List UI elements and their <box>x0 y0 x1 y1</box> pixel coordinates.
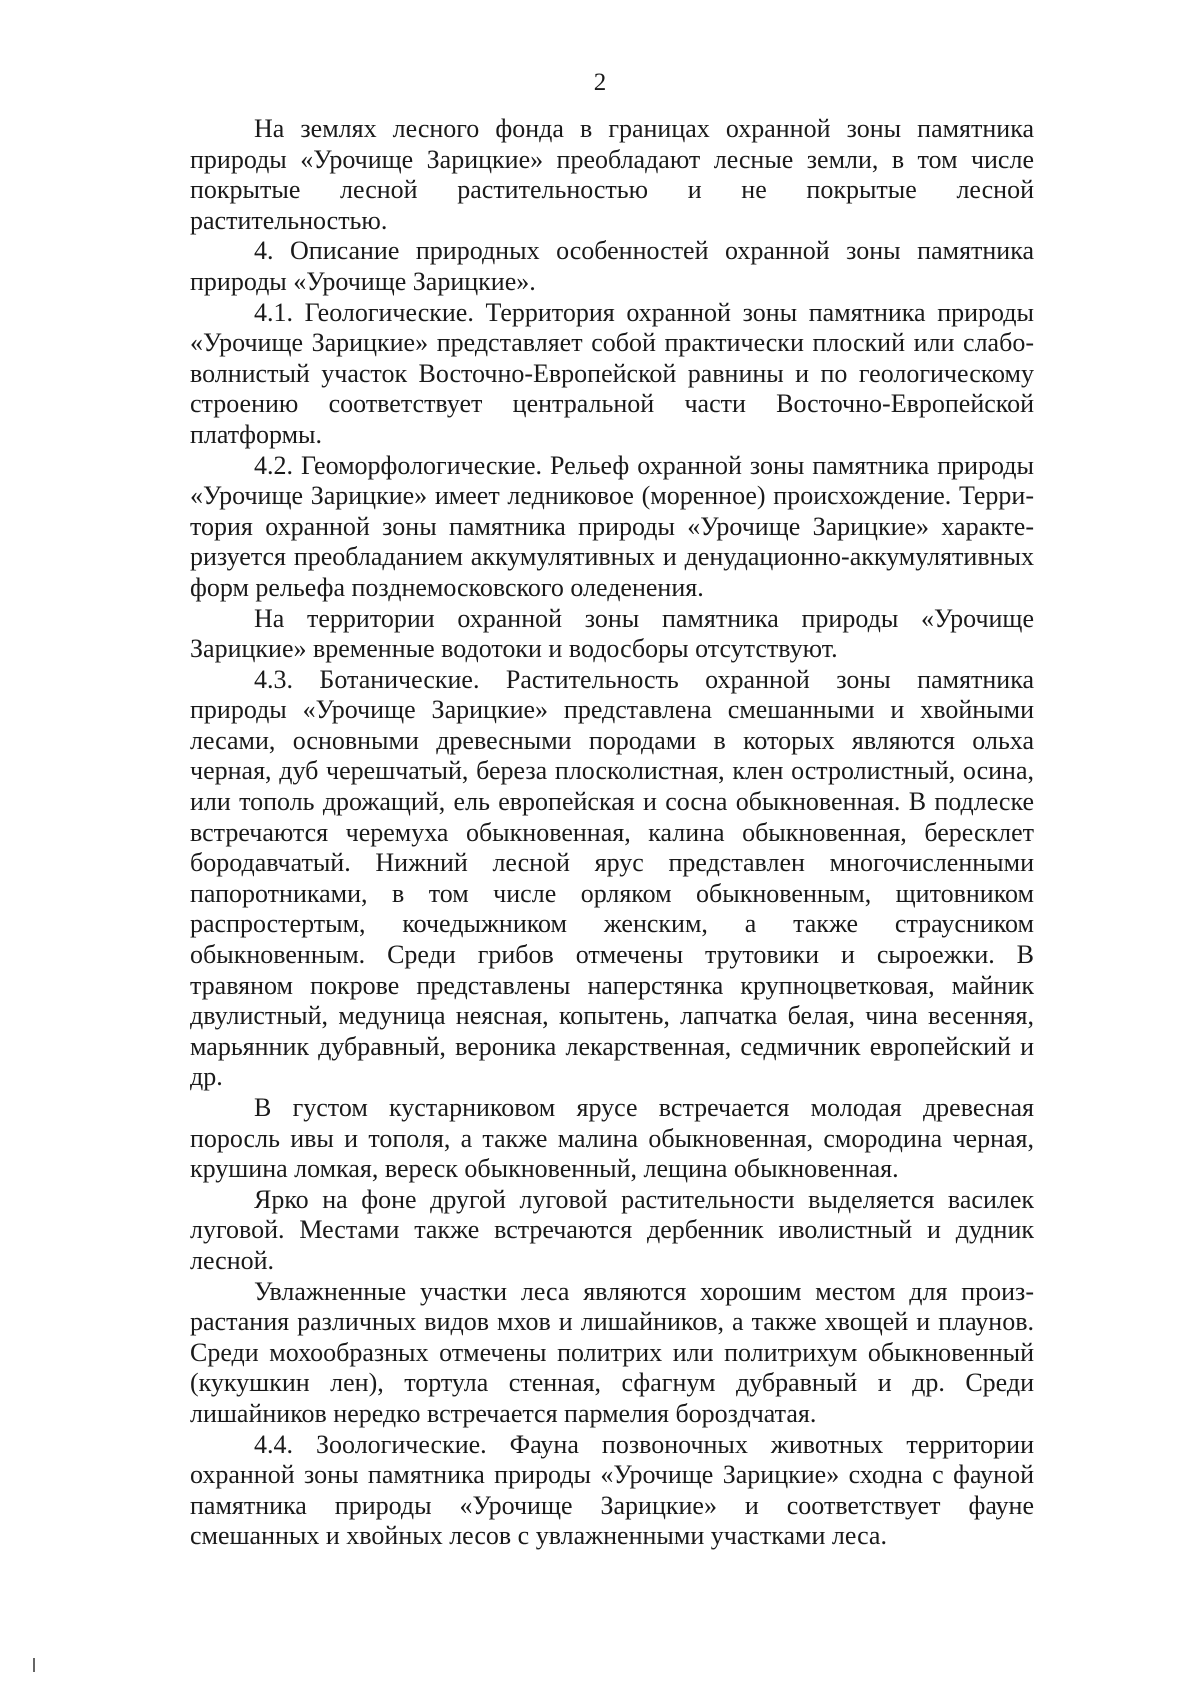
paragraph-meadow-plants: Ярко на фоне другой луговой растительности выделяется василек луговой. Местами также встречаются дербенник иволистный и дудник лесной. <box>190 1184 1034 1275</box>
paragraph-4-2-geomorphological: 4.2. Геоморфологические. Рельеф охранной зоны памятника природы «Урочище Зарицкие» имеет ледниковое (моренное) происхождение. Территория охранной зоны памятника природы «Урочище Зарицкие» характеризуется преобладанием аккумулятивных и денудационно-аккумулятивных форм рельефа позднемосковского оледенения. <box>190 450 1034 602</box>
paragraph-4-4-zoological: 4.4. Зоологические. Фауна позвоночных животных территории охранной зоны памятника природы «Урочище Зарицкие» сходна с фауной памятника природы «Урочище Зарицкие» и соответствует фауне смешанных и хвойных лесов с увлажненными участками леса. <box>190 1429 1034 1551</box>
paragraph-shrub-layer: В густом кустарниковом ярусе встречается молодая древесная поросль ивы и тополя, а также малина обыкновенная, смородина черная, крушина ломкая, вереск обыкновенный, лещина обыкновенная. <box>190 1093 1034 1184</box>
paragraph-watercourses: На территории охранной зоны памятника природы «Урочище Зарицкие» временные водотоки и водосборы отсутствуют. <box>190 603 1034 664</box>
scan-margin-mark <box>33 1658 35 1672</box>
paragraph-section-4-heading: 4. Описание природных особенностей охранной зоны памятника природы «Урочище Зарицкие». <box>190 236 1034 296</box>
paragraph-4-1-geological: 4.1. Геологические. Территория охранной зоны памятника природы «Урочище Зарицкие» представляет собой практически плоский или слабоволнистый участок Восточно-Европейской равнины и по геологическому строению соответствует центральной части Восточно-Европейской платформы. <box>190 297 1034 449</box>
paragraph-4-3-botanical: 4.3. Ботанические. Растительность охранной зоны памятника природы «Урочище Зарицкие» представлена смешанными и хвойными лесами, основными древесными породами в которых являются ольха черная, дуб черешчатый, береза плосколистная, клен остролистный, осина, или тополь дрожащий, ель европейская и сосна обыкновенная. В подлеске встречаются черемуха обыкновенная, калина обыкновенная, бересклет бородавчатый. Нижний лесной ярус представлен многочисленными папоротниками, в том числе орляком обыкновенным, щитовником распростертым, кочедыжником женским, а также страусником обыкновенным. Среди грибов отмечены трутовики и сыроежки. В травяном покрове представлены наперстянка крупноцветковая, майник двулистный, медуница неясная, копытень, лапчатка белая, чина весенняя, марьянник дубравный, вероника лекарственная, седмичник европейский и др. <box>190 664 1034 1092</box>
paragraph-mosses-lichens: Увлажненные участки леса являются хорошим местом для произрастания различных видов мхов и лишайников, а также хвощей и плаунов. Среди мохообразных отмечены политрих или политрихум обыкновенный (кукушкин лен), тортула стенная, сфагнум дубравный и др. Среди лишайников нередко встречается пармелия бороздчатая. <box>190 1276 1034 1428</box>
page-number: 2 <box>593 69 607 96</box>
document-body <box>190 114 1034 1552</box>
paragraph-forest-lands: На землях лесного фонда в границах охранной зоны памятника природы «Урочище Зарицкие» преобладают лесные земли, в том числе покрытые лесной растительностью и не покрытые лесной растительностью. <box>190 114 1034 235</box>
